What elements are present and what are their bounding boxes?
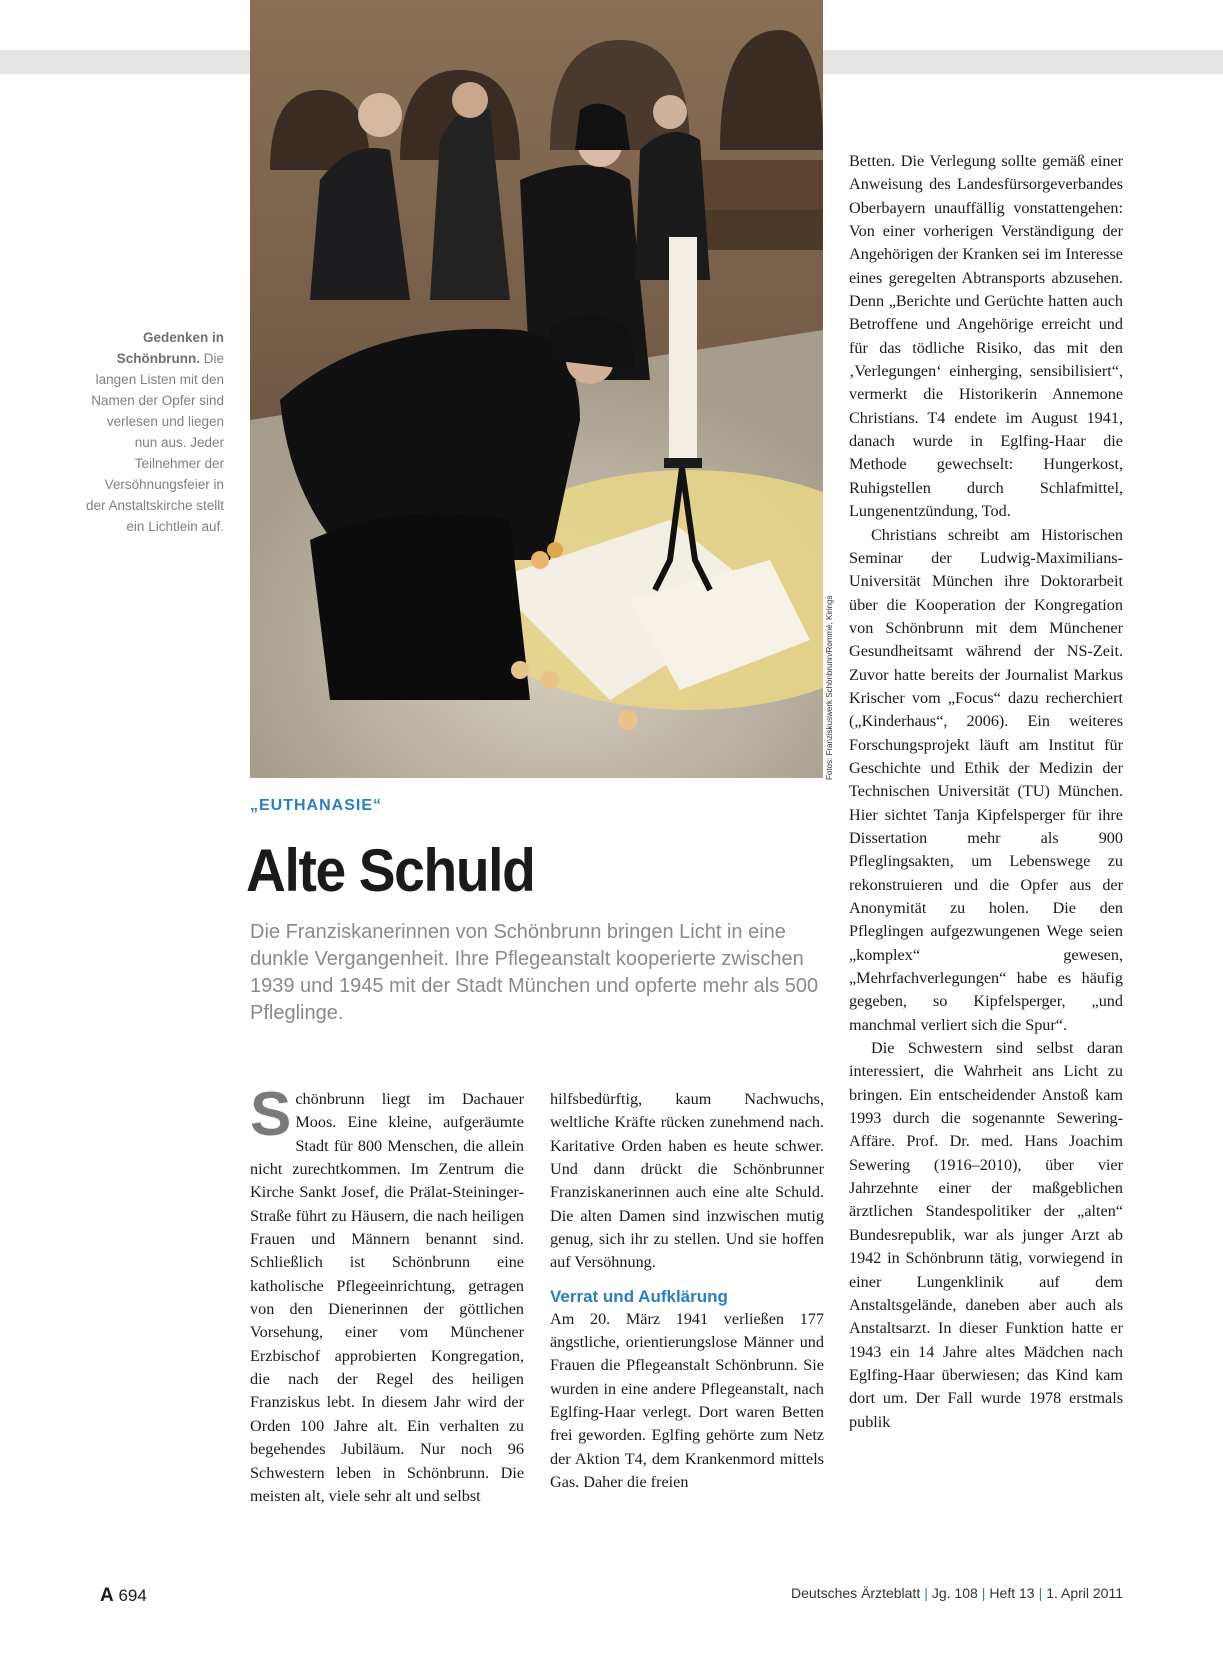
caption-bold: Gedenken in Schönbrunn. bbox=[116, 330, 224, 366]
journal-footer: Deutsches Ärzteblatt | Jg. 108 | Heft 13 | 1. April 2011 bbox=[791, 1585, 1123, 1601]
photo-credit bbox=[822, 595, 836, 780]
journal-name: Deutsches Ärzteblatt bbox=[791, 1585, 921, 1601]
article-lead: Die Franziskanerinnen von Schönbrunn bringen Licht in eine dunkle Vergangenheit. Ihre Pflegeanstalt kooperierte zwischen 1939 und 1945 mit der Stadt München und opferte mehr als 500 Pfleglinge. bbox=[250, 921, 819, 1024]
body-column-2 bbox=[550, 1088, 824, 1495]
body-text-1: chönbrunn liegt im Dachauer Moos. Eine kleine, aufgeräumte Stadt für 800 Menschen, die allein nicht zurechtkommen. Im Zentrum die Kirche Sankt Josef, die Prälat-Steininger-Straße führt zu Häusern, die nach heiligen Frauen und Männern benannt sind. Schließlich ist Schönbrunn eine katholische Pflegeeinrichtung, getragen von den Dienerinnen der göttlichen Vorsehung, einer vom Münchener Erzbischof approbierten Kongregation, die nach der Regel des heiligen Franziskus lebt. In diesem Jahr wird der Orden 100 Jahre alt. Ein verhalten zu begehendes Jubiläum. Nur noch 96 Schwestern leben in Schönbrunn. Die meisten alt, viele sehr alt und selbst bbox=[250, 1090, 524, 1505]
article-photo bbox=[250, 0, 823, 778]
body-text-2b: Am 20. März 1941 verließen 177 ängstliche, orientierungslose Männer und Frauen die Pflegeanstalt Schönbrunn. Sie wurden in eine andere Pflegeanstalt, nach Eglfing-Haar verlegt. Dort waren Betten frei geworden. Eglfing gehörte zum Netz der Aktion T4, dem Krankenmord mittels Gas. Daher die freien bbox=[550, 1309, 824, 1492]
subheading: Verrat und Aufklärung bbox=[550, 1286, 728, 1306]
page-number bbox=[100, 1585, 147, 1607]
body-text-2a: hilfsbedürftig, kaum Nachwuchs, weltliche Kräfte rücken zunehmend nach. Karitative Orden haben es heute schwer. Und dann drückt die Schönbrunner Franziskanerinnen auch eine alte Schuld. Die alten Damen sind inzwischen mutig genug, sich ihr zu stellen. Und sie hoffen auf Versöhnung. bbox=[550, 1090, 824, 1272]
photo-caption bbox=[84, 327, 224, 537]
body-text-3b: Christians schreibt am Historischen Seminar der Ludwig-Maximilians-Universität München ihre Doktorarbeit über die Kooperation der Kongregation von Schönbrunn mit dem Münchener Gesundheitsamt während der NS-Zeit. Zuvor hatte bereits der Journalist Markus Krischer vom „Focus“ dazu recherchiert („Kinderhaus“, 2006). Ein weiteres Forschungsprojekt läuft am Institut für Geschichte und Ethik der Medizin der Technischen Universität (TU) München. Hier sichtet Tanja Kipfelsperger für ihre Dissertation mehr als 900 Pfleglingsakten, um Lebenswege zu rekonstruieren und die Opfer aus der Anonymität zu holen. Die den Pfleglingen aufgezwungenen Wege seien „komplex“ gewesen, „Mehrfachverlegungen“ habe es häufig gegeben, so Kipfelsperger, „und manchmal verliert sich die Spur“. bbox=[849, 525, 1123, 1034]
kicker: „EUTHANASIE“ bbox=[250, 797, 383, 814]
body-text-3c: Die Schwestern sind selbst daran interessiert, die Wahrheit ans Licht zu bringen. Ein entscheidender Anstoß kam 1993 durch die sogenannte Sewering-Affäre. Prof. Dr. med. Hans Joachim Sewering (1916–2010), über vier Jahrzehnte einer der maßgeblichen ärztlichen Standespolitiker der „alten“ Bundesrepublik, war als junger Arzt ab 1942 in Schönbrunn tätig, vorwiegend in einer Lungenklinik auf dem Anstaltsgelände, daneben aber auch als Anstaltsarzt. In dieser Funktion hatte er 1943 ein 14 Jahre altes Mädchen nach Eglfing-Haar überwiesen; das Kind kam dort um. Der Fall wurde 1978 erstmals publik bbox=[849, 1039, 1123, 1431]
article-title: Alte Schuld bbox=[246, 837, 535, 904]
body-column-1 bbox=[250, 1080, 524, 1508]
photo-icon bbox=[250, 0, 823, 778]
caption-text: Die langen Listen mit den Namen der Opfer sind verlesen und liegen nun aus. Jeder Teilnehmer der Versöhnungsfeier in der Anstaltskirche stellt ein Lichtlein auf. bbox=[85, 351, 224, 534]
body-column-3 bbox=[849, 150, 1123, 1434]
photo-credit-text: Fotos: Franziskuswerk Schönbrunn/Rommé, Kirings bbox=[825, 595, 834, 780]
body-text-3a: Betten. Die Verlegung sollte gemäß einer Anweisung des Landesfürsorgeverbandes Oberbayern unauffällig vonstattengehen: Von einer vorherigen Verständigung der Angehörigen der Kranken sei im Interesse eines geregelten Abtransports abzusehen. Denn „Berichte und Gerüchte hatten auch Betroffene und Angehörige erreicht und für das tödliche Risiko, das mit den ‚Verlegungen‘ einherging, sensibilisiert“, vermerkt die Historikerin Annemone Christians. T4 endete im August 1941, danach wurde in Eglfing-Haar die Methode gewechselt: Hungerkost, Ruhigstellen durch Schlafmittel, Lungenentzündung, Tod. bbox=[849, 152, 1123, 521]
journal-volume: Jg. 108 bbox=[931, 1585, 978, 1601]
journal-issue: Heft 13 bbox=[989, 1585, 1035, 1601]
page-number-value: 694 bbox=[118, 1586, 147, 1605]
dropcap: S bbox=[250, 1080, 292, 1149]
page-prefix: A bbox=[100, 1585, 114, 1606]
journal-date: 1. April 2011 bbox=[1046, 1585, 1123, 1601]
